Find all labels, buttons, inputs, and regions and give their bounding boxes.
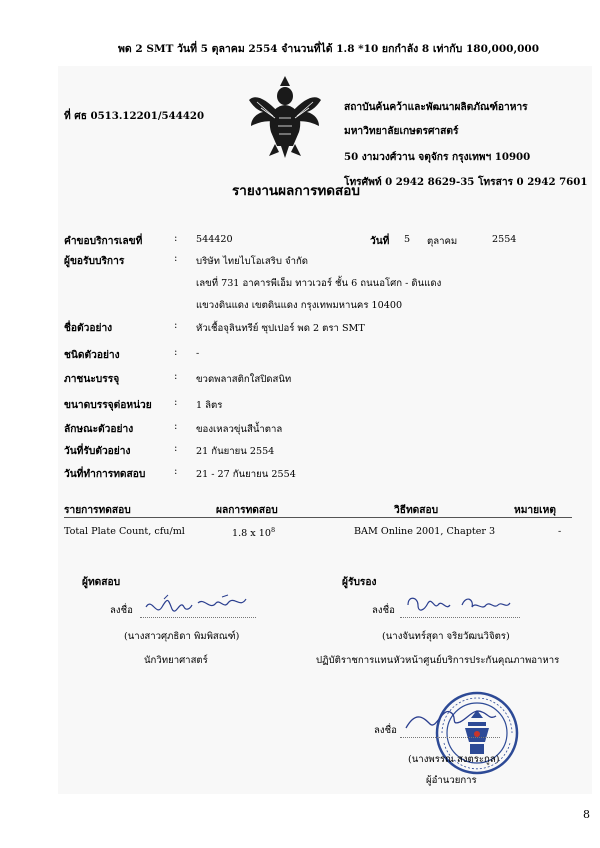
institute-contact: โทรศัพท์ 0 2942 8629-35 โทรสาร 0 2942 7601 xyxy=(344,176,588,188)
sample-type-sep: : xyxy=(174,347,178,358)
package-size-label: ขนาดบรรจุต่อหน่วย xyxy=(64,399,152,411)
table-cell-method: BAM Online 2001, Chapter 3 xyxy=(354,526,496,537)
tester-handwritten-signature xyxy=(142,593,252,617)
sample-name-label: ชื่อตัวอย่าง xyxy=(64,322,113,334)
client-label: ผู้ขอรับบริการ xyxy=(64,255,125,267)
director-name: (นางพรรณ สงตระกูล) xyxy=(408,754,500,765)
certifier-position: ปฏิบัติราชการแทนหัวหน้าศูนย์บริการประกันคุณภาพอาหาร xyxy=(316,655,560,666)
appearance-label: ลักษณะตัวอย่าง xyxy=(64,423,134,435)
table-cell-item: Total Plate Count, cfu/ml xyxy=(64,526,185,537)
page-number: 8 xyxy=(583,808,590,821)
package-size-sep: : xyxy=(174,397,178,408)
tester-name: (นางสาวศุภธิดา พิมพิสณฑ์) xyxy=(124,631,240,642)
table-header-result: ผลการทดสอบ xyxy=(216,504,278,516)
sample-type-label: ชนิดตัวอย่าง xyxy=(64,349,120,361)
top-header: พด 2 SMT วันที่ 5 ตุลาคม 2554 จำนวนที่ได้ 1.8 *10 ยกกำลัง 8 เท่ากับ 180,000,000 xyxy=(118,43,540,55)
client-address-line1: เลขที่ 731 อาคารพีเอ็ม ทาวเวอร์ ชั้น 6 ถนนอโศก - ดินแดง xyxy=(196,278,442,289)
institute-name: สถาบันค้นคว้าและพัฒนาผลิตภัณฑ์อาหาร xyxy=(344,101,528,113)
report-title: รายงานผลการทดสอบ xyxy=(232,183,360,199)
container-value: ขวดพลาสติกใสปิดสนิท xyxy=(196,374,292,385)
received-date-sep: : xyxy=(174,443,178,454)
director-sign-label: ลงชื่อ xyxy=(374,725,397,736)
container-label: ภาชนะบรรจุ xyxy=(64,373,120,385)
date-year: 2554 xyxy=(492,234,517,245)
client-sep: : xyxy=(174,253,178,264)
test-date-value: 21 - 27 กันยายน 2554 xyxy=(196,469,296,480)
table-header-rule xyxy=(64,517,572,518)
request-no-label: คำขอบริการเลขที่ xyxy=(64,235,143,247)
received-date-label: วันที่รับตัวอย่าง xyxy=(64,445,131,457)
garuda-emblem-icon xyxy=(245,72,325,160)
certifier-role: ผู้รับรอง xyxy=(342,576,377,588)
table-cell-result xyxy=(232,526,275,539)
sample-name-sep: : xyxy=(174,320,178,331)
tester-role: ผู้ทดสอบ xyxy=(82,576,121,588)
sample-type-value: - xyxy=(196,348,200,359)
date-month: ตุลาคม xyxy=(427,236,458,247)
table-cell-result-base: 1.8 x 10 xyxy=(232,528,271,540)
director-handwritten-signature xyxy=(402,706,502,736)
date-day: 5 xyxy=(404,234,411,245)
request-no-value: 544420 xyxy=(196,234,233,245)
university-name: มหาวิทยาลัยเกษตรศาสตร์ xyxy=(344,125,459,137)
container-sep: : xyxy=(174,371,178,382)
client-address-line2: แขวงดินแดง เขตดินแดง กรุงเทพมหานคร 10400 xyxy=(196,300,403,311)
tester-position: นักวิทยาศาสตร์ xyxy=(144,655,208,666)
tester-signature-line xyxy=(140,617,256,618)
sample-name-value: หัวเชื้อจุลินทรีย์ ซุปเปอร์ พด 2 ตรา SMT xyxy=(196,323,365,334)
table-header-note: หมายเหตุ xyxy=(514,504,556,516)
certifier-sign-label: ลงชื่อ xyxy=(372,605,395,616)
table-cell-result-exponent: 8 xyxy=(270,526,276,534)
tester-sign-label: ลงชื่อ xyxy=(110,605,133,616)
test-date-label: วันที่ทำการทดสอบ xyxy=(64,468,146,480)
table-header-method: วิธีทดสอบ xyxy=(394,504,439,516)
director-signature-line xyxy=(400,737,500,738)
date-label: วันที่ xyxy=(370,235,390,247)
table-header-item: รายการทดสอบ xyxy=(64,504,131,516)
director-position: ผู้อำนวยการ xyxy=(426,775,477,786)
package-size-value: 1 ลิตร xyxy=(196,400,223,411)
received-date-value: 21 กันยายน 2554 xyxy=(196,446,275,457)
appearance-sep: : xyxy=(174,421,178,432)
reference-number: ที่ ศธ 0513.12201/544420 xyxy=(64,110,205,122)
appearance-value: ของเหลวขุ่นสีน้ำตาล xyxy=(196,424,283,435)
table-cell-note: - xyxy=(558,526,562,537)
request-no-sep: : xyxy=(174,233,178,244)
certifier-signature-line xyxy=(400,617,520,618)
test-date-sep: : xyxy=(174,466,178,477)
client-name: บริษัท ไทยไบโอเสริบ จำกัด xyxy=(196,256,309,267)
institute-address: 50 งามวงศ์วาน จตุจักร กรุงเทพฯ 10900 xyxy=(344,151,531,163)
certifier-handwritten-signature xyxy=(404,593,520,617)
certifier-name: (นางจันทร์สุดา จริยวัฒนวิจิตร) xyxy=(382,631,510,642)
